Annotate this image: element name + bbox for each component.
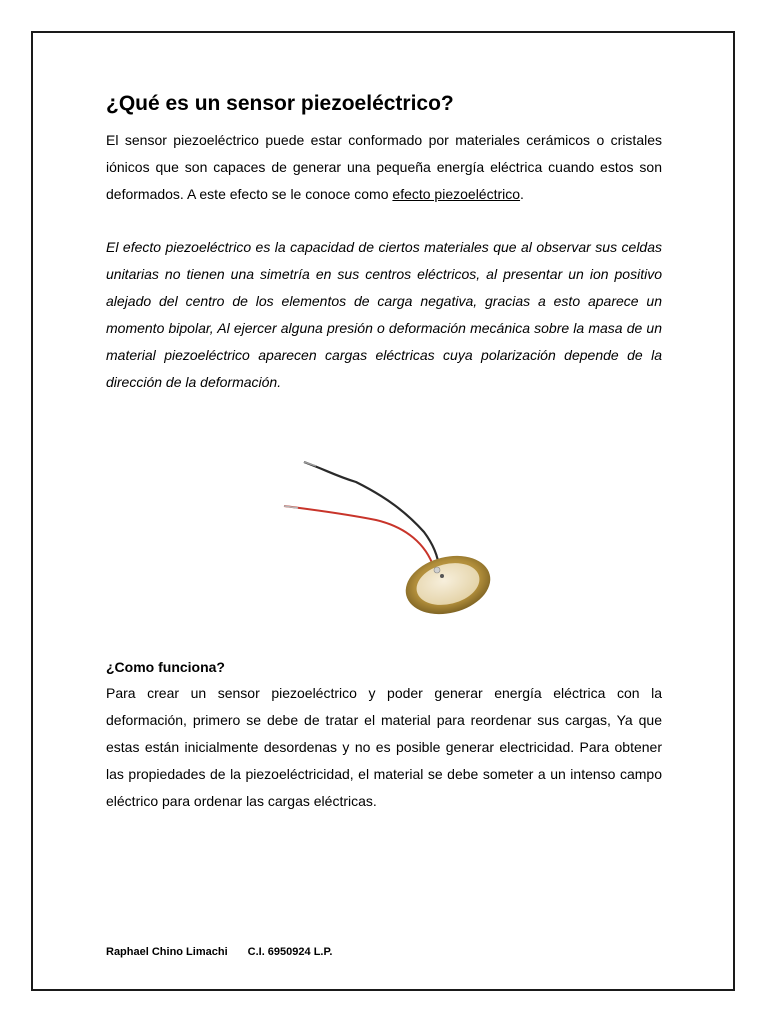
footer [106,943,332,961]
definition-paragraph: El efecto piezoeléctrico es la capacidad de ciertos materiales que al observar sus celdas unitarias no tienen una simetría en sus centros eléctricos, al presentar un ion positivo alejado del centro de los elementos de carga negativa, gracias a esto aparece un momento bipolar, Al ejercer alguna presión o deformación mecánica sobre la masa de un material piezoeléctrico aparecen cargas eléctricas cuya polarización depende de la dirección de la deformación. [106,239,662,390]
piezo-sensor-image [276,452,496,632]
author-name: Raphael Chino Limachi [106,946,228,958]
intro-end: . [520,186,524,202]
effect-link[interactable]: efecto piezoeléctrico [392,186,521,202]
page-title: ¿Qué es un sensor piezoeléctrico? [106,92,454,115]
intro-text: El sensor piezoeléctrico puede estar conformado por materiales cerámicos o cristales iónicos que son capaces de generar una pequeña energía eléctrica cuando estos son deformados. A este efecto se le conoce como [106,132,662,202]
author-id: C.I. 6950924 L.P. [247,946,333,958]
section-subtitle: ¿Como funciona? [106,659,225,675]
how-it-works-paragraph: Para crear un sensor piezoeléctrico y poder generar energía eléctrica con la deformación, primero se debe de tratar el material para reordenar sus cargas, Ya que estas están inicialmente desordenas y no es posible generar electricidad. Para obtener las propiedades de la piezoeléctricidad, el material se debe someter a un intenso campo eléctrico para ordenar las cargas eléctricas. [106,685,662,809]
intro-paragraph [106,127,662,208]
